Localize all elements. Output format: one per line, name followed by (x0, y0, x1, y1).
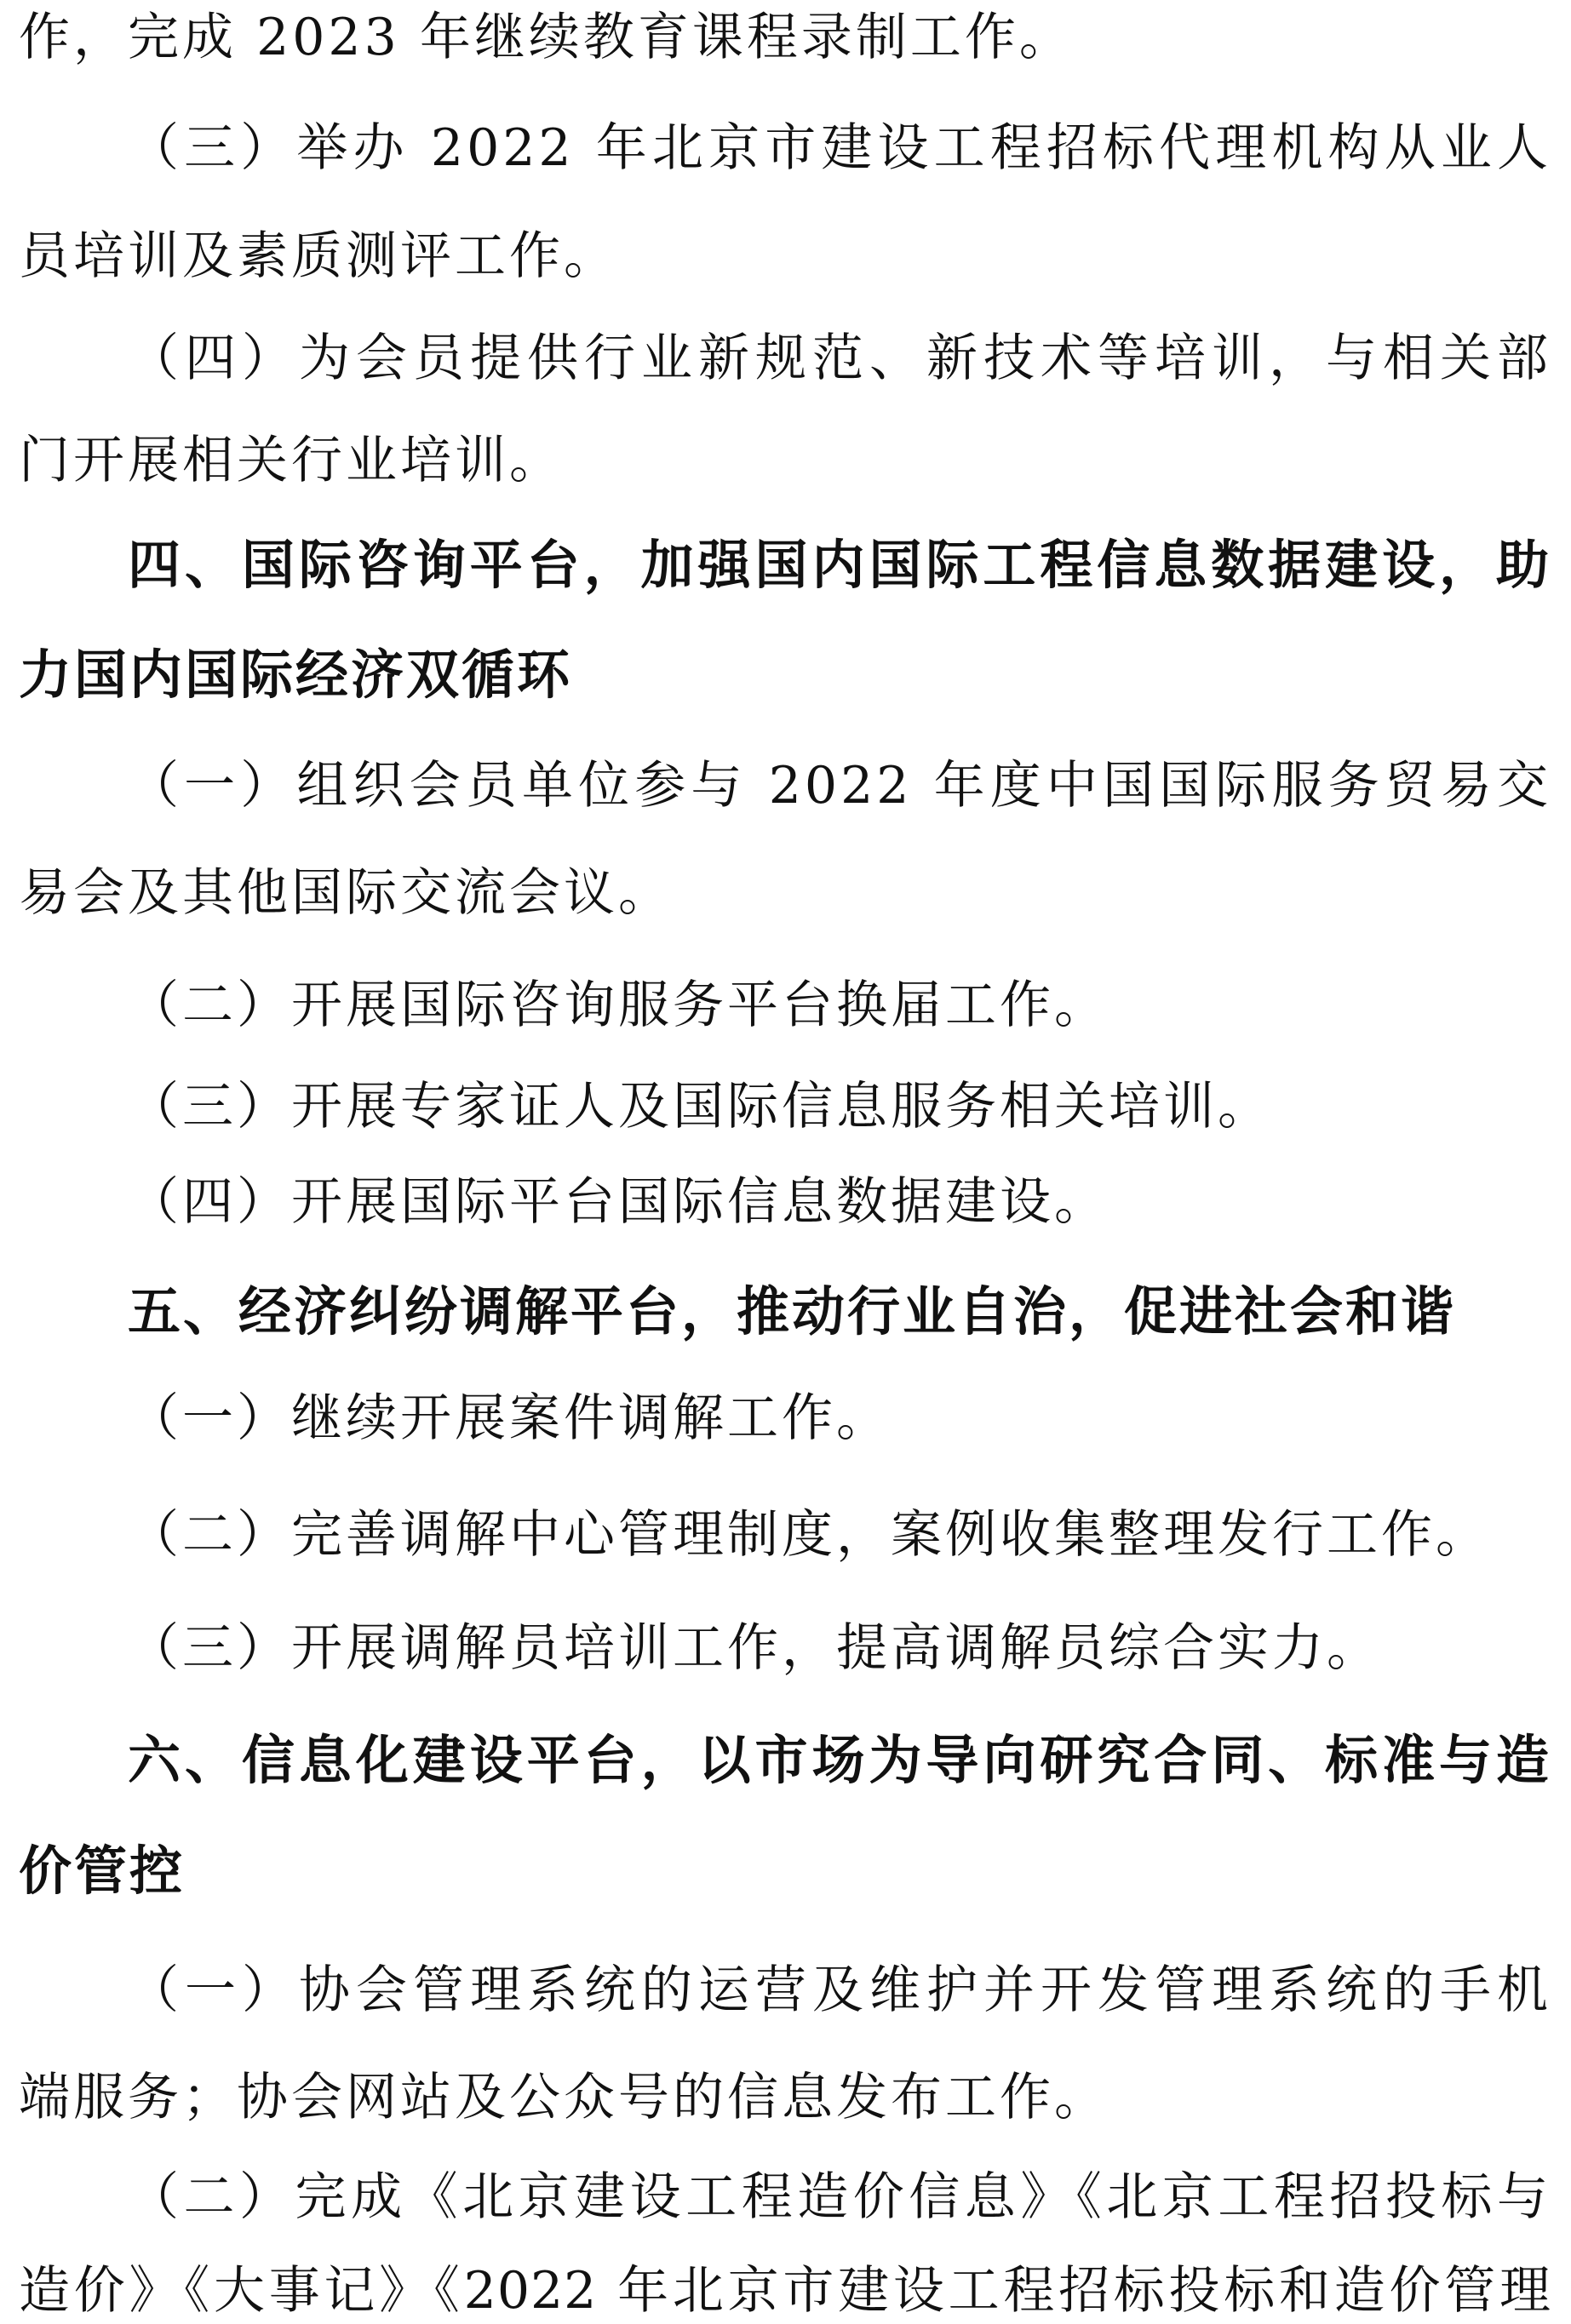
section-heading: 价管控 (19, 1840, 186, 1902)
list-item-line: （二）开展国际咨询服务平台换届工作。 (128, 976, 1109, 1035)
list-item-line: （一）继续开展案件调解工作。 (128, 1388, 891, 1448)
list-item-line: （四）开展国际平台国际信息数据建设。 (128, 1172, 1109, 1232)
list-item-line: （四）为会员提供行业新规范、新技术等培训，与相关部 (128, 329, 1551, 388)
list-item-line: （三）举办 2022 年北京市建设工程招标代理机构从业人 (128, 118, 1551, 178)
body-text-line: 门开展相关行业培训。 (19, 431, 564, 490)
section-heading: 力国内国际经济双循环 (19, 644, 573, 706)
body-text-line: 端服务；协会网站及公众号的信息发布工作。 (19, 2068, 1109, 2127)
section-heading: 六、信息化建设平台，以市场为导向研究合同、标准与造 (128, 1729, 1551, 1791)
body-text-line: 作，完成 2023 年继续教育课程录制工作。 (19, 8, 1074, 67)
body-text-line: 造价》《大事记》《2022 年北京市建设工程招标投标和造价管理 (19, 2261, 1551, 2321)
list-item-line: （二）完成《北京建设工程造价信息》《北京工程招投标与 (128, 2167, 1551, 2227)
section-heading: 五、经济纠纷调解平台，推动行业自治，促进社会和谐 (128, 1280, 1457, 1342)
list-item-line: （一）组织会员单位参与 2022 年度中国国际服务贸易交 (128, 756, 1551, 816)
list-item-line: （一）协会管理系统的运营及维护并开发管理系统的手机 (128, 1961, 1551, 2020)
list-item-line: （三）开展调解员培训工作，提高调解员综合实力。 (128, 1618, 1381, 1678)
list-item-line: （二）完善调解中心管理制度，案例收集整理发行工作。 (128, 1505, 1490, 1565)
body-text-line: 员培训及素质测评工作。 (19, 226, 618, 286)
body-text-line: 易会及其他国际交流会议。 (19, 863, 673, 923)
list-item-line: （三）开展专家证人及国际信息服务相关培训。 (128, 1077, 1272, 1136)
section-heading: 四、国际咨询平台，加强国内国际工程信息数据建设，助 (128, 534, 1551, 596)
